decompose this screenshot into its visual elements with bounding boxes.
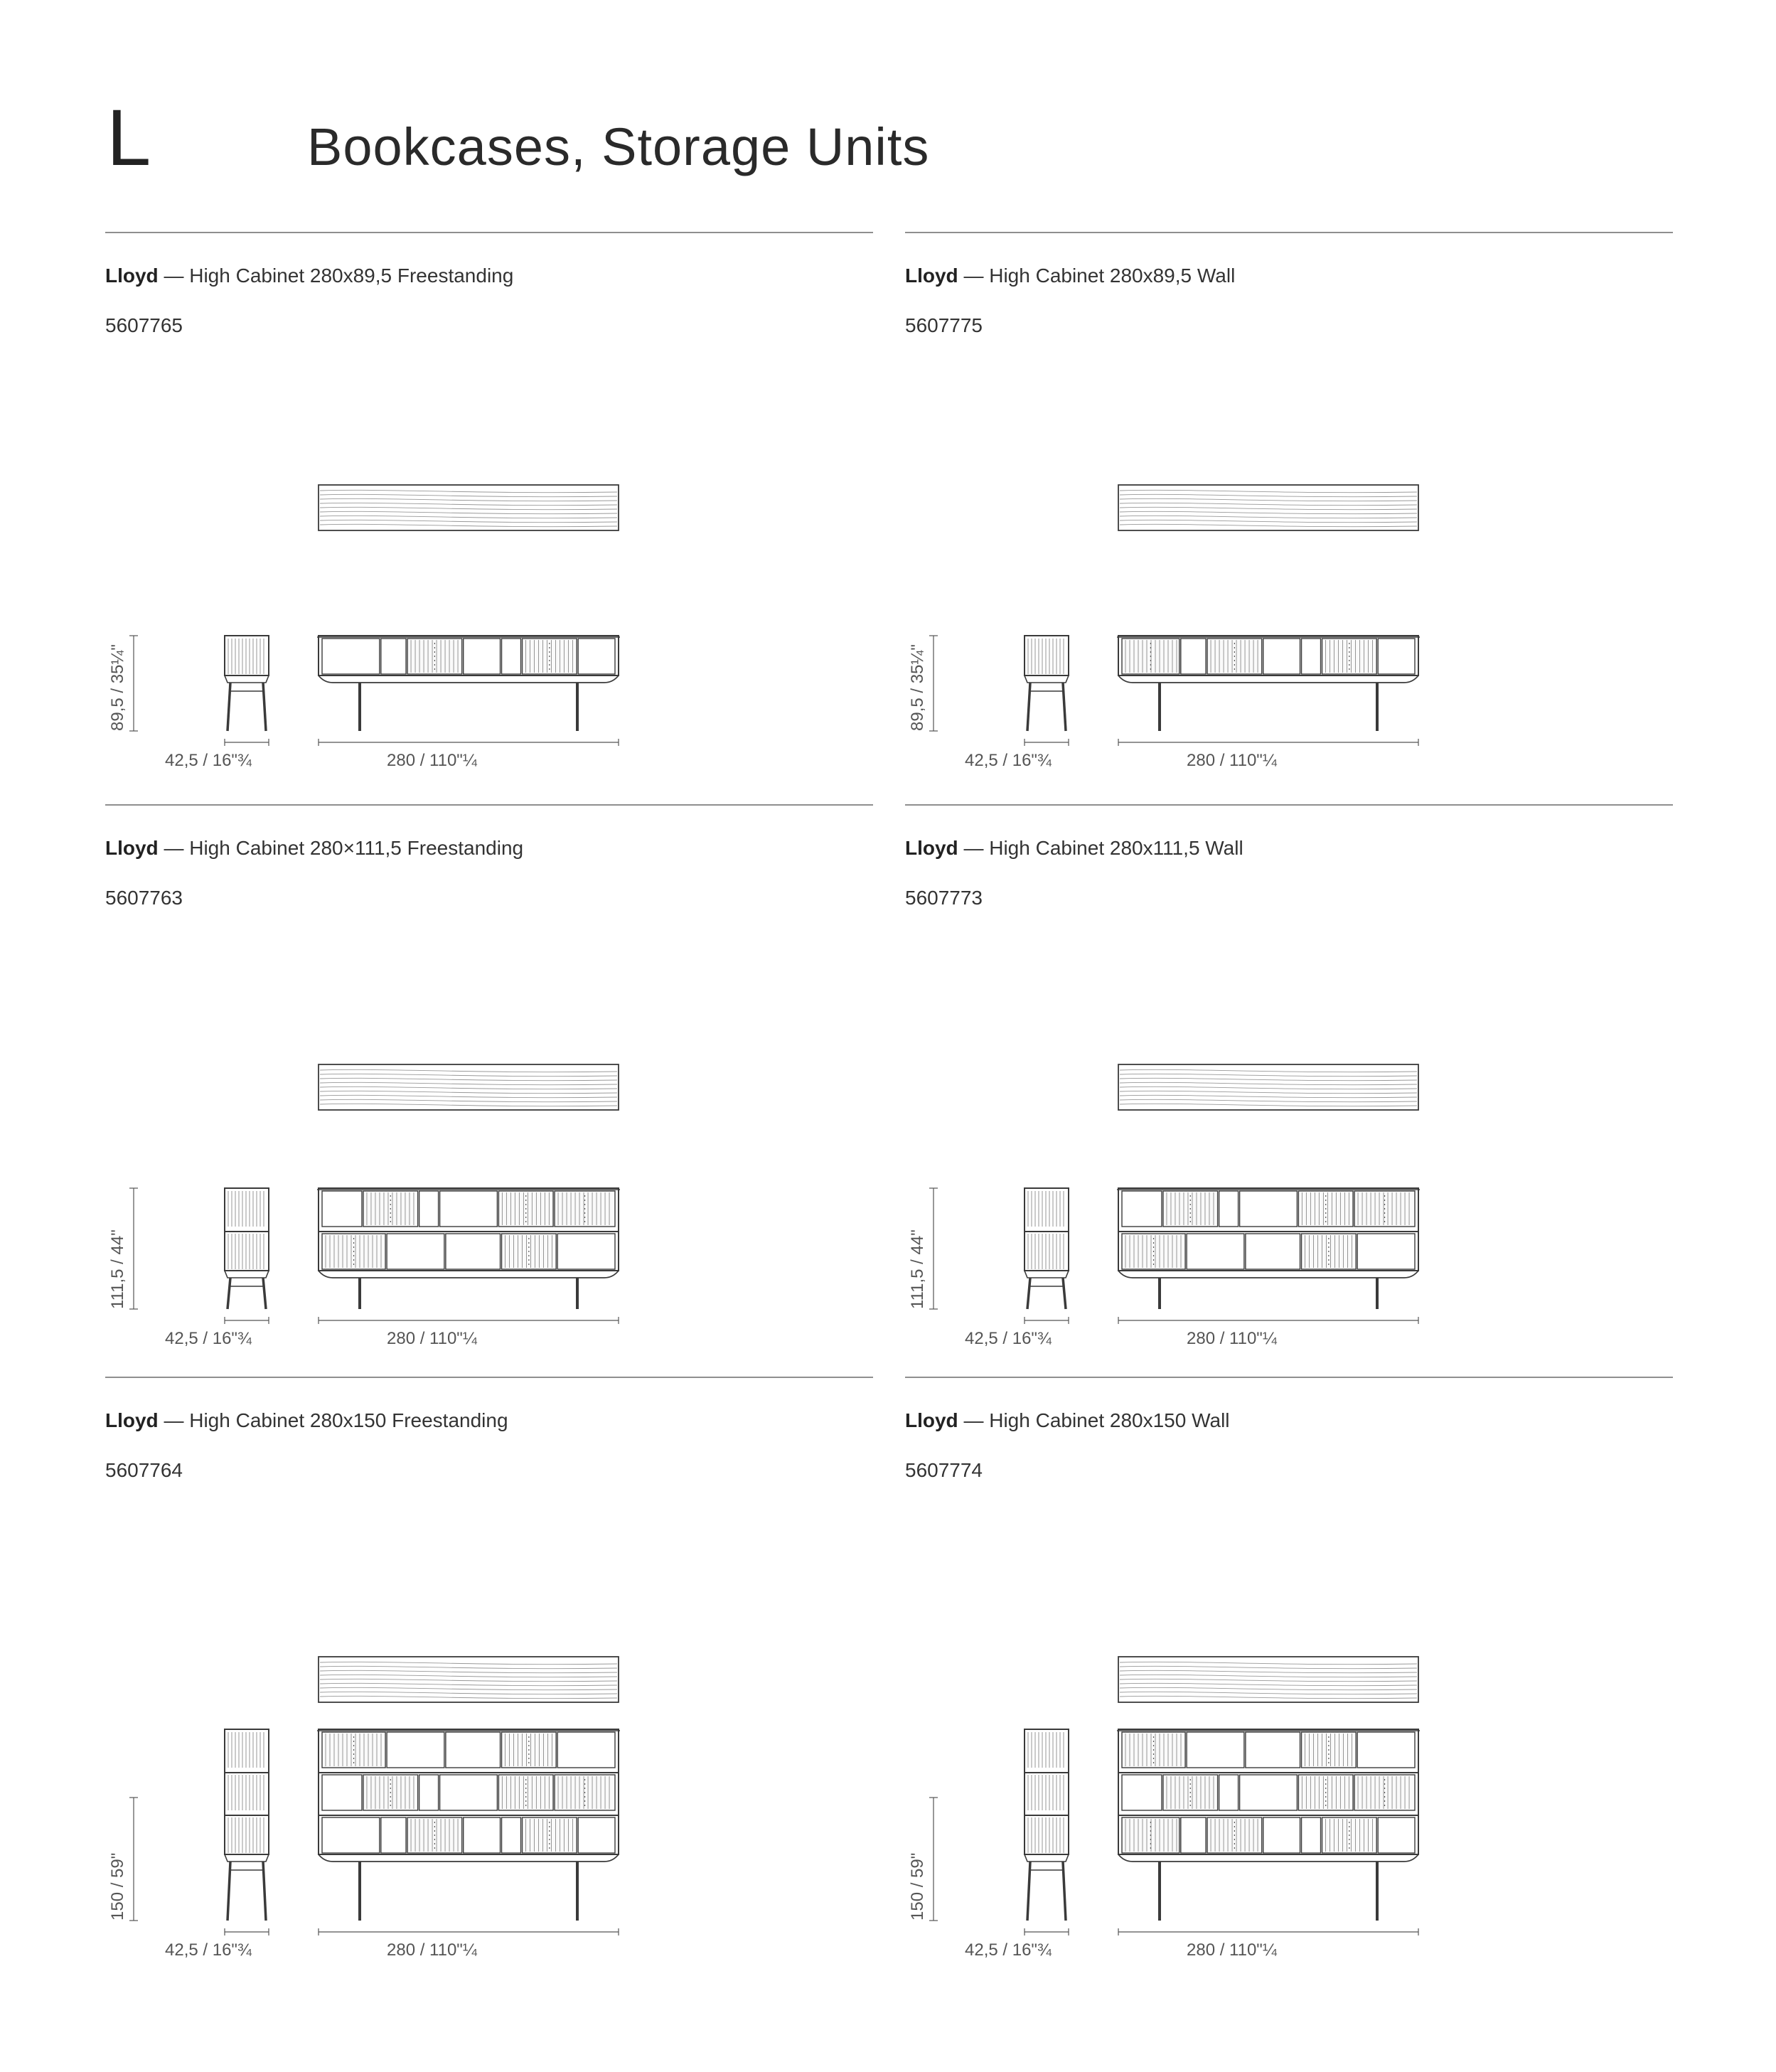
product-brand: Lloyd [905, 837, 958, 859]
fluted-door [1207, 639, 1262, 674]
width-dimension-label: 280 / 110"¼ [1187, 1940, 1277, 1960]
depth-dimension-label: 42,5 / 16"¾ [165, 751, 252, 770]
technical-drawing [905, 232, 1673, 801]
page-title: Bookcases, Storage Units [307, 117, 930, 176]
name-separator: — [158, 1409, 190, 1431]
side-leg-left [1027, 1862, 1030, 1921]
top-view [319, 485, 619, 530]
fluted-door [498, 1191, 553, 1227]
product-code: 5607773 [905, 887, 983, 909]
side-base [1025, 1271, 1069, 1278]
width-dimension-label: 280 / 110"¼ [387, 1329, 477, 1348]
product-card [905, 804, 1673, 1373]
side-leg-left [1027, 1278, 1030, 1309]
fluted-door [523, 1817, 577, 1853]
width-dimension-label: 280 / 110"¼ [1187, 1329, 1277, 1348]
width-dimension-label: 280 / 110"¼ [1187, 751, 1277, 770]
product-code: 5607774 [905, 1459, 983, 1481]
side-base [1025, 1854, 1069, 1862]
front-view [317, 1729, 620, 1921]
side-base [1025, 675, 1069, 683]
fluted-door [1302, 1732, 1357, 1768]
side-base [225, 1854, 269, 1862]
product-model: High Cabinet 280x150 Wall [989, 1409, 1230, 1431]
fluted-door [1163, 1191, 1218, 1227]
fluted-door [1207, 1817, 1262, 1853]
front-view [317, 1188, 620, 1309]
product-model: High Cabinet 280x89,5 Wall [989, 265, 1236, 287]
fluted-door [1354, 1775, 1415, 1810]
side-outline [1025, 1188, 1069, 1271]
side-base [225, 675, 269, 683]
fluted-door [502, 1234, 557, 1269]
product-card [905, 232, 1673, 801]
side-leg-right [263, 1278, 266, 1309]
product-model: High Cabinet 280x111,5 Wall [989, 837, 1243, 859]
product-code: 5607765 [105, 314, 183, 336]
cabinet-base [1118, 1854, 1418, 1862]
technical-drawing [105, 1377, 873, 1945]
fluted-door [1122, 1817, 1179, 1853]
top-view [319, 1064, 619, 1110]
side-leg-right [263, 1862, 266, 1921]
depth-dimension-label: 42,5 / 16"¾ [965, 1329, 1052, 1348]
product-code: 5607764 [105, 1459, 183, 1481]
name-separator: — [958, 837, 990, 859]
side-base [225, 1271, 269, 1278]
cabinet-base [319, 1271, 619, 1278]
front-view [1117, 1188, 1420, 1309]
side-leg-right [1063, 683, 1066, 731]
side-outline [1025, 636, 1069, 675]
side-leg-right [263, 683, 266, 731]
fluted-door [1302, 1234, 1357, 1269]
product-code: 5607763 [105, 887, 183, 909]
product-brand: Lloyd [105, 265, 159, 287]
technical-drawing [105, 232, 873, 801]
name-separator: — [958, 1409, 990, 1431]
product-card [105, 804, 873, 1373]
product-brand: Lloyd [905, 1409, 958, 1431]
fluted-door [363, 1775, 418, 1810]
fluted-door [498, 1775, 553, 1810]
side-view [1025, 1188, 1069, 1309]
top-view [1118, 1657, 1418, 1702]
side-leg-left [228, 683, 230, 731]
width-dimension-label: 280 / 110"¼ [387, 1940, 477, 1960]
depth-dimension-label: 42,5 / 16"¾ [165, 1329, 252, 1348]
height-dimension-label: 89,5 / 35¼" [108, 644, 127, 731]
side-view [1025, 1729, 1069, 1921]
fluted-door [1322, 639, 1377, 674]
fluted-door [1354, 1191, 1415, 1227]
fluted-door [555, 1191, 615, 1227]
height-dimension-label: 150 / 59" [908, 1852, 927, 1921]
fluted-door [407, 639, 462, 674]
name-separator: — [158, 837, 190, 859]
top-view [1118, 485, 1418, 530]
fluted-door [1122, 1234, 1185, 1269]
side-outline [225, 1188, 269, 1271]
fluted-door [1163, 1775, 1218, 1810]
top-view [319, 1657, 619, 1702]
page-section-letter: L [107, 93, 151, 182]
product-model: High Cabinet 280x89,5 Freestanding [189, 265, 514, 287]
height-dimension-label: 111,5 / 44" [908, 1229, 927, 1309]
depth-dimension-label: 42,5 / 16"¾ [965, 751, 1052, 770]
fluted-door [1298, 1191, 1353, 1227]
side-leg-left [228, 1278, 230, 1309]
side-outline [1025, 1729, 1069, 1854]
fluted-door [363, 1191, 418, 1227]
side-view [1025, 636, 1069, 731]
side-view [225, 636, 269, 731]
name-separator: — [158, 265, 190, 287]
side-view [225, 1188, 269, 1309]
side-leg-right [1063, 1278, 1066, 1309]
product-model: High Cabinet 280x150 Freestanding [189, 1409, 508, 1431]
fluted-door [322, 1234, 385, 1269]
front-view [1117, 636, 1420, 731]
fluted-door [1322, 1817, 1377, 1853]
product-brand: Lloyd [105, 1409, 159, 1431]
cabinet-base [319, 675, 619, 683]
product-code: 5607775 [905, 314, 983, 336]
technical-drawing [905, 1377, 1673, 1945]
fluted-door [1298, 1775, 1353, 1810]
side-outline [225, 1729, 269, 1854]
side-outline [225, 636, 269, 675]
height-dimension-label: 111,5 / 44" [108, 1229, 127, 1309]
product-card [105, 232, 873, 801]
height-dimension-label: 89,5 / 35¼" [908, 644, 927, 731]
cabinet-base [1118, 675, 1418, 683]
fluted-door [407, 1817, 462, 1853]
fluted-door [1122, 1732, 1185, 1768]
depth-dimension-label: 42,5 / 16"¾ [965, 1940, 1052, 1960]
height-dimension-label: 150 / 59" [108, 1852, 127, 1921]
fluted-door [322, 1732, 385, 1768]
fluted-door [1122, 639, 1179, 674]
product-brand: Lloyd [105, 837, 159, 859]
fluted-door [502, 1732, 557, 1768]
fluted-door [523, 639, 577, 674]
side-view [225, 1729, 269, 1921]
top-view [1118, 1064, 1418, 1110]
depth-dimension-label: 42,5 / 16"¾ [165, 1940, 252, 1960]
side-leg-right [1063, 1862, 1066, 1921]
width-dimension-label: 280 / 110"¼ [387, 751, 477, 770]
front-view [317, 636, 620, 731]
product-card [105, 1377, 873, 1960]
technical-drawing [905, 804, 1673, 1373]
cabinet-base [1118, 1271, 1418, 1278]
side-leg-left [1027, 683, 1030, 731]
fluted-door [555, 1775, 615, 1810]
name-separator: — [958, 265, 990, 287]
product-card [905, 1377, 1673, 1960]
product-brand: Lloyd [905, 265, 958, 287]
front-view [1117, 1729, 1420, 1921]
side-leg-left [228, 1862, 230, 1921]
technical-drawing [105, 804, 873, 1373]
cabinet-base [319, 1854, 619, 1862]
product-model: High Cabinet 280×111,5 Freestanding [189, 837, 524, 859]
